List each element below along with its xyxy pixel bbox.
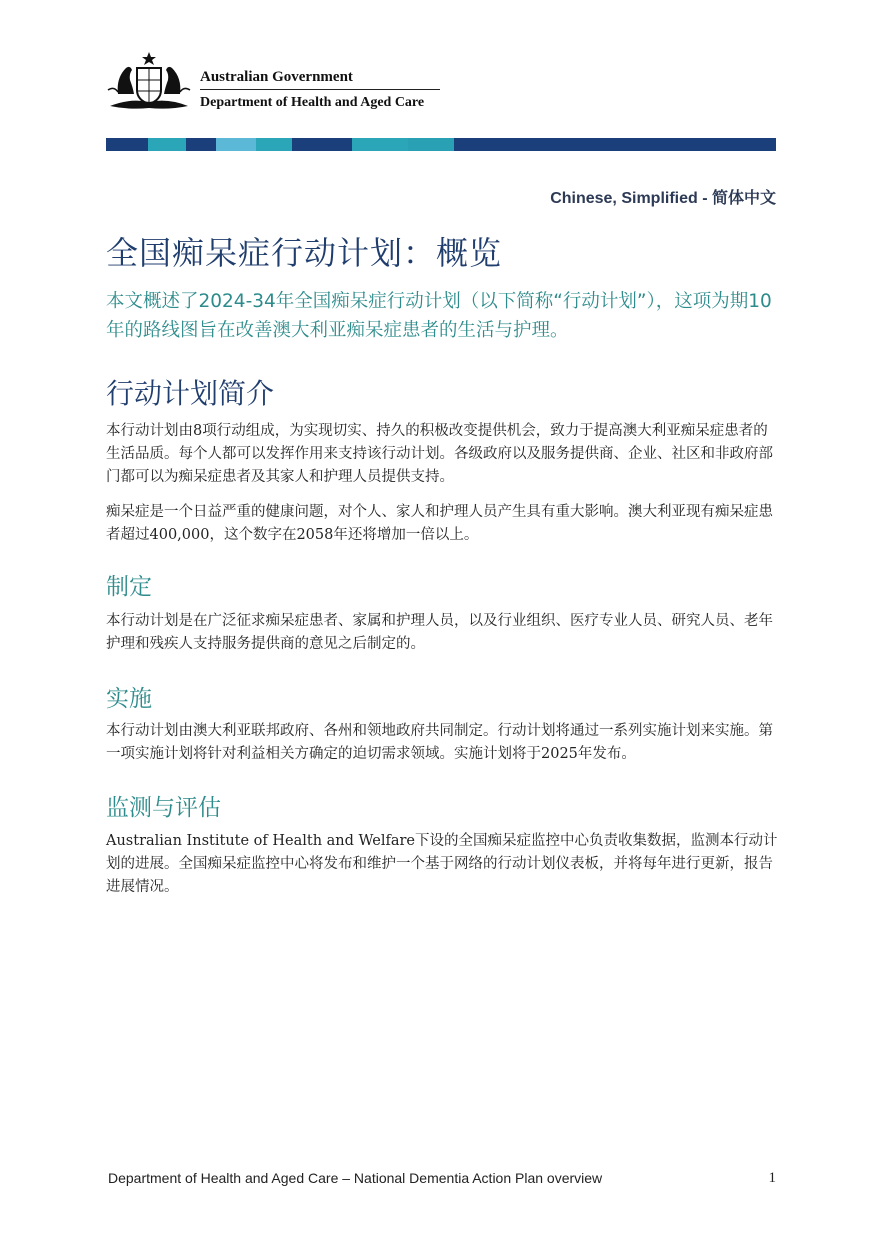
- section-heading-monitoring: 监测与评估: [106, 795, 221, 821]
- government-name: Australian Government: [200, 69, 353, 85]
- section-heading-development: 制定: [106, 574, 152, 600]
- development-paragraph: 本行动计划是在广泛征求痴呆症患者、家属和护理人员，以及行业组织、医疗专业人员、研究人员、老年护理和残疾人支持服务提供商的意见之后制定的。: [106, 613, 773, 652]
- implementation-paragraph: 本行动计划由澳大利亚联邦政府、各州和领地政府共同制定。行动计划将通过一系列实施计划来实施。第一项实施计划将针对利益相关方确定的迫切需求领域。实施计划将于2025年发布。: [106, 723, 773, 762]
- department-name: Department of Health and Aged Care: [200, 95, 425, 110]
- government-logo: [106, 50, 446, 120]
- logo-divider: [200, 89, 440, 90]
- page-title: 全国痴呆症行动计划：概览: [106, 234, 503, 272]
- coat-of-arms-icon: [106, 50, 192, 116]
- section-heading-implementation: 实施: [106, 686, 152, 712]
- section-heading-overview: 行动计划简介: [106, 377, 275, 410]
- intro-text: 本文概述了2024-34年全国痴呆症行动计划（以下简称“行动计划”），这项为期10年的路线图旨在改善澳大利亚痴呆症患者的生活与护理。: [106, 291, 772, 341]
- footer-text: Department of Health and Aged Care – National Dementia Action Plan overview: [108, 1170, 603, 1186]
- overview-paragraph-2: 痴呆症是一个日益严重的健康问题，对个人、家人和护理人员产生具有重大影响。澳大利亚现有痴呆症患者超过400,000，这个数字在2058年还将增加一倍以上。: [106, 504, 773, 543]
- overview-paragraph-1: 本行动计划由8项行动组成，为实现切实、持久的积极改变提供机会，致力于提高澳大利亚痴呆症患者的生活品质。每个人都可以发挥作用来支持该行动计划。各级政府以及服务提供商、企业、社区和非政府部门都可以为痴呆症患者及其家人和护理人员提供支持。: [106, 423, 773, 485]
- page-number: 1: [768, 1170, 776, 1186]
- header-stripe: [106, 138, 776, 151]
- monitoring-paragraph: Australian Institute of Health and Welfare下设的全国痴呆症监控中心负责收集数据，监测本行动计划的进展。全国痴呆症监控中心将发布和维护一个基于网络的行动计划仪表板，并将每年进行更新，报告进展情况。: [106, 833, 778, 895]
- language-label: Chinese, Simplified - 简体中文: [550, 190, 776, 207]
